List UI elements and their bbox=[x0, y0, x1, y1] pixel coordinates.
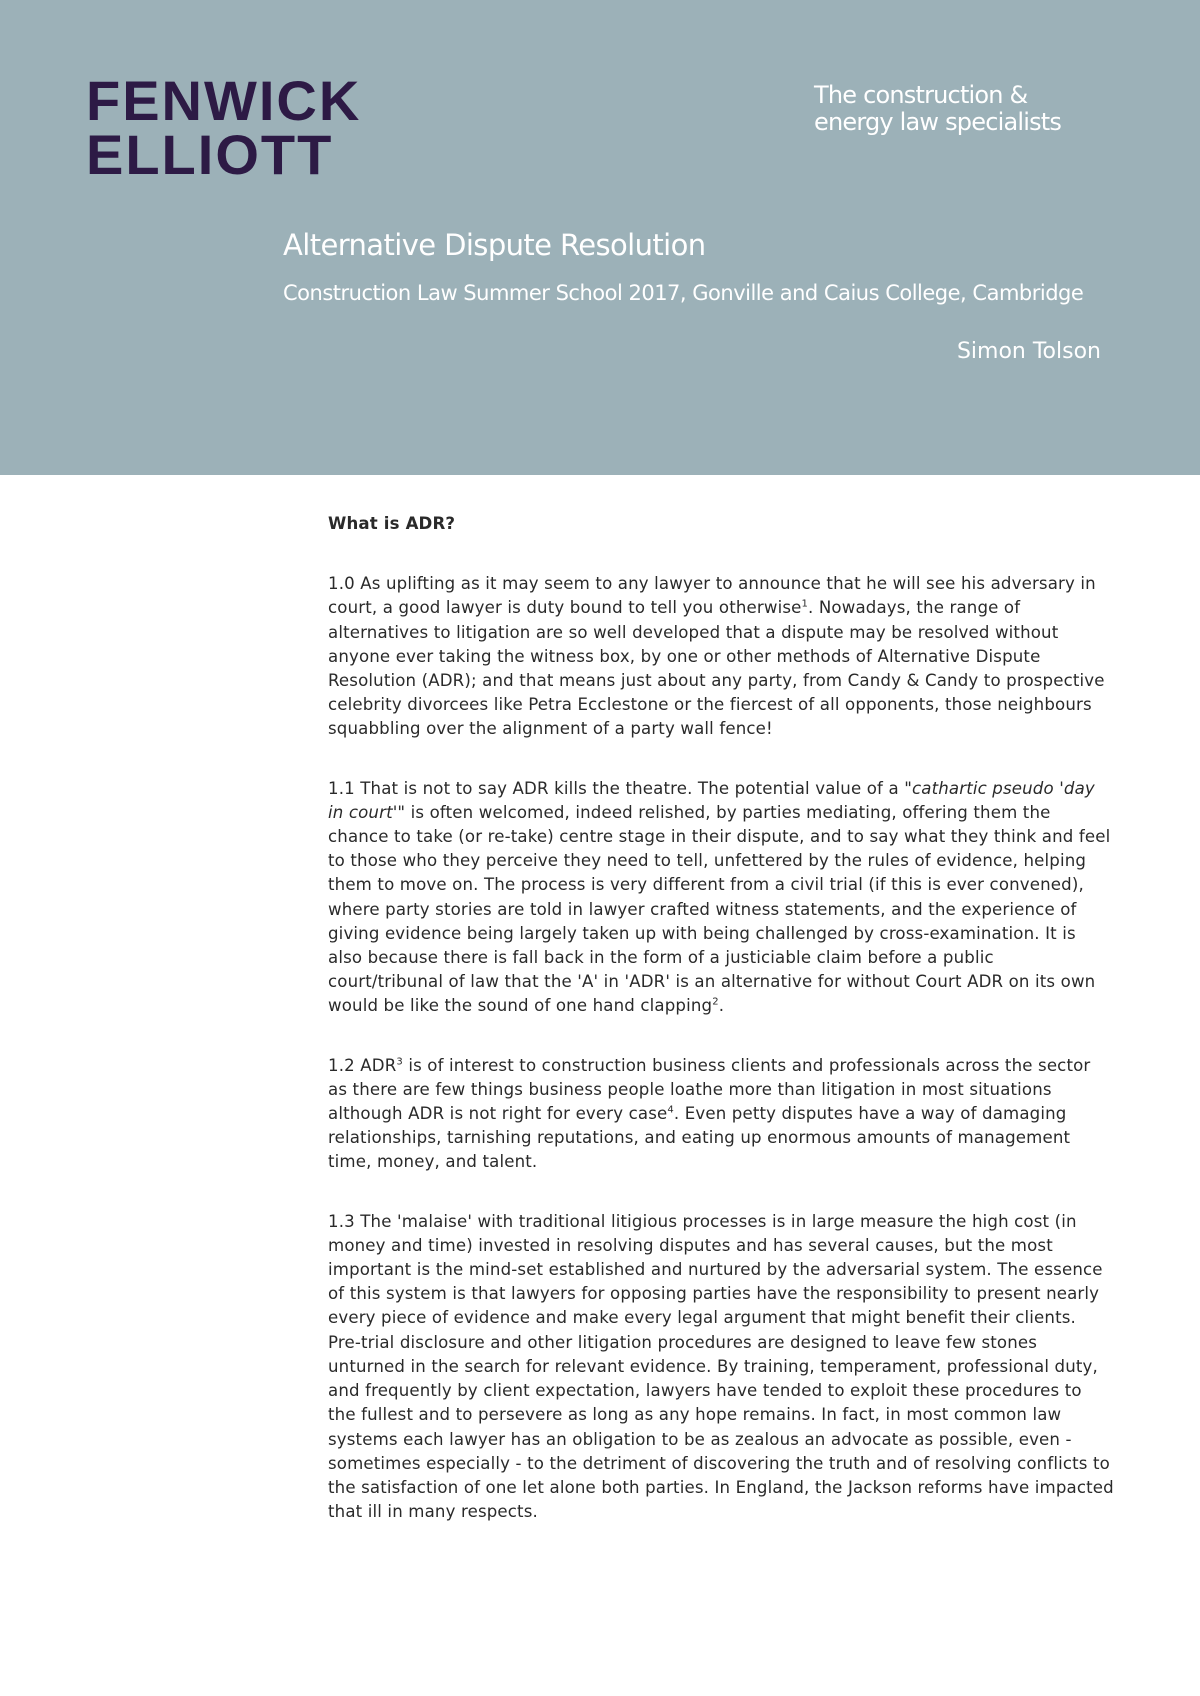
document-body bbox=[328, 512, 1114, 1559]
paragraph-1-2-text-b: is of interest to construction business clients and professionals across the sector as there are few things business people loathe more than litigation in most situations although ADR is not right for every case bbox=[328, 1055, 1091, 1124]
logo-line-elliott: ELLIOTT bbox=[86, 123, 334, 186]
paragraph-1-2-text-a: 1.2 ADR bbox=[328, 1055, 397, 1075]
paragraph-1-1-quote: "cathartic pseudo 'day in court'" bbox=[328, 778, 1095, 822]
footnote-ref-2: 2 bbox=[712, 996, 719, 1008]
header-banner bbox=[0, 0, 1200, 475]
paragraph-1-0 bbox=[328, 572, 1114, 741]
tagline-line-2: energy law specialists bbox=[814, 108, 1062, 136]
document-subtitle: Construction Law Summer School 2017, Gonville and Caius College, Cambridge bbox=[283, 281, 1084, 305]
paragraph-1-0-text-a: 1.0 As uplifting as it may seem to any lawyer to announce that he will see his adversary in court, a good lawyer is duty bound to tell you otherwise bbox=[328, 574, 1096, 618]
footnote-ref-4: 4 bbox=[667, 1104, 674, 1116]
firm-logo bbox=[86, 69, 362, 186]
tagline-line-1: The construction & bbox=[814, 81, 1028, 109]
paragraph-1-3: 1.3 The 'malaise' with traditional litigious processes is in large measure the high cost (in money and time) invested in resolving disputes and has several causes, but the most important is the mind-set established and nurtured by the adversarial system. The essence of this system is that lawyers for opposing parties have the responsibility to present nearly every piece of evidence and make every legal argument that might benefit their clients. Pre-trial disclosure and other litigation procedures are designed to leave few stones unturned in the search for relevant evidence. By training, temperament, professional duty, and frequently by client expectation, lawyers have tended to exploit these procedures to the fullest and to persevere as long as any hope remains. In fact, in most common law systems each lawyer has an obligation to be as zealous an advocate as possible, even - sometimes especially - to the detriment of discovering the truth and of resolving conflicts to the satisfaction of one let alone both parties. In England, the Jackson reforms have impacted that ill in many respects. bbox=[328, 1211, 1114, 1522]
paragraph-1-1-text-b: is often welcomed, indeed relished, by parties mediating, offering them the chance to take (or re-take) centre stage in their dispute, and to say what they think and feel to those who they perceive they need to tell, unfettered by the rules of evidence, helping them to move on. The process is very different from a civil trial (if this is ever convened), where party stories are told in lawyer crafted witness statements, and the experience of giving evidence being largely taken up with being challenged by cross-examination. It is also because there is fall back in the form of a justiciable claim before a public court/tribunal of law that the 'A' in 'ADR' is an alternative for without Court ADR on its own would be like the sound of one hand clapping bbox=[328, 802, 1111, 1016]
author-name: Simon Tolson bbox=[956, 339, 1101, 364]
logo-line-fenwick: FENWICK bbox=[86, 69, 362, 132]
tagline bbox=[814, 82, 1114, 136]
section-heading: What is ADR? bbox=[328, 514, 456, 533]
paragraph-1-1-text-c: . bbox=[718, 996, 725, 1016]
footnote-ref-1: 1 bbox=[801, 598, 809, 610]
footnote-ref-3: 3 bbox=[396, 1056, 403, 1068]
paragraph-1-2 bbox=[328, 1054, 1114, 1175]
paragraph-1-1-text-a: 1.1 That is not to say ADR kills the theatre. The potential value of a bbox=[328, 778, 905, 798]
paragraph-1-1 bbox=[328, 777, 1114, 1019]
document-title: Alternative Dispute Resolution bbox=[283, 228, 706, 262]
paragraph-1-0-text-b: . Nowadays, the range of alternatives to litigation are so well developed that a dispute may be resolved without anyone ever taking the witness box, by one or other methods of Alternative Dispute Resolution (ADR); and that means just about any party, from Candy & Candy to prospective celebrity divorcees like Petra Ecclestone or the fiercest of all opponents, those neighbours squabbling over the alignment of a party wall fence! bbox=[328, 598, 1105, 739]
paragraph-1-2-text-c: . Even petty disputes have a way of damaging relationships, tarnishing reputations, and eating up enormous amounts of management time, money, and talent. bbox=[328, 1104, 1071, 1172]
